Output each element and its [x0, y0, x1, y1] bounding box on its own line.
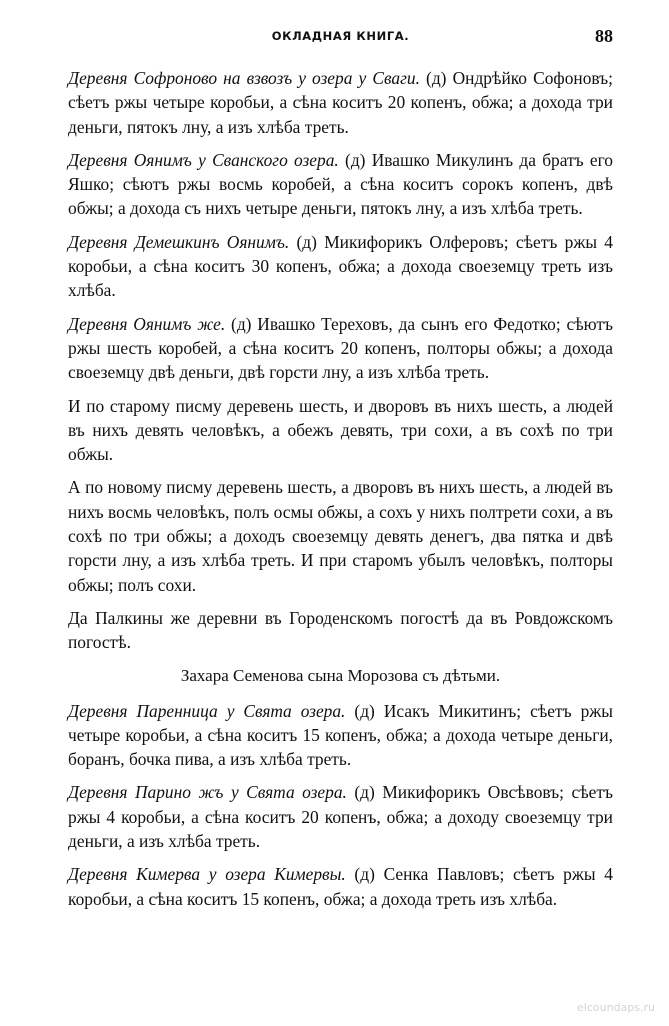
paragraph-text: Да Палкины же деревни въ Городенскомъ погостѣ да въ Ровдожскомъ погостѣ.: [68, 607, 613, 653]
village-name: Деревня Оянимъ у Сванского озера.: [68, 149, 339, 170]
paragraph-4: [68, 312, 613, 385]
paragraph-text: (д) Исакъ Микитинъ; сѣетъ ржы четыре коробьи, а сѣна коситъ 15 копенъ, обжа; а дохода четыре деньги, боранъ, бочка пива, а изъ хлѣба треть.: [68, 700, 613, 770]
page-header: [68, 26, 613, 49]
watermark: elcoundaps.ru: [577, 1001, 655, 1014]
paragraph-text: (д) Сенка Павловъ; сѣетъ ржы 4 коробьи, а сѣна коситъ 15 копенъ, обжа; а дохода треть изъ хлѣба.: [68, 864, 613, 909]
paragraph-1: [68, 66, 613, 139]
village-name: Деревня Демешкинъ Оянимъ.: [68, 231, 290, 252]
paragraph-7: [68, 606, 613, 655]
paragraph-text: (д) Ивашко Микулинъ да братъ его Яшко; сѣютъ ржы восмь коробей, а сѣна коситъ сорокъ копенъ, двѣ обжы; а дохода съ нихъ четыре деньги, пятокъ лну, а изъ хлѣба треть.: [68, 149, 613, 219]
page-number: 88: [595, 26, 613, 46]
paragraph-text: И по старому писму деревень шесть, и дворовъ въ нихъ шесть, а людей въ нихъ девять человѣкъ, а обежъ девять, три сохи, а въ сохѣ по три обжы.: [68, 395, 613, 465]
paragraph-6: [68, 475, 613, 596]
village-name: Деревня Оянимъ же.: [68, 313, 226, 334]
running-title: ОКЛАДНАЯ КНИГА.: [271, 29, 410, 43]
paragraph-5: [68, 394, 613, 467]
paragraph-8: [68, 699, 613, 772]
paragraph-text: (д) Ондрѣйко Софоновъ; сѣетъ ржы четыре коробьи, а сѣна коситъ 20 копенъ, обжа; а дохода три деньги, пятокъ лну, а изъ хлѣба треть.: [68, 68, 613, 137]
paragraph-text: (д) Ивашко Тереховъ, да сынъ его Федотко; сѣютъ ржы шесть коробей, а сѣна коситъ 20 копенъ, полторы обжы; а дохода своеземцу двѣ деньги, двѣ горсти лну, а изъ хлѣба треть.: [68, 313, 613, 383]
section-heading: Захара Семенова сына Морозова съ дѣтьми.: [180, 665, 501, 685]
village-name: Деревня Кимерва у озера Кимервы.: [68, 864, 346, 885]
paragraph-3: [68, 230, 613, 303]
paragraph-9: [68, 780, 613, 853]
village-name: Деревня Софроново на взвозъ у озера у Сваги.: [68, 68, 420, 88]
paragraph-text: А по новому писму деревень шесть, а дворовъ въ нихъ шесть, а людей въ нихъ восмь человѣкъ, полъ осмы обжы, а сохъ у нихъ полтрети сохи, а въ сохѣ по три обжы; а доходъ своеземцу девять денегъ, два пятка и двѣ горсти лну, а изъ хлѣба треть. И при старомъ убылъ человѣкъ, полторы обжы; полъ сохи.: [68, 477, 613, 595]
paragraph-10: [68, 862, 613, 911]
paragraph-text: (д) Микифорикъ Овсѣвовъ; сѣетъ ржы 4 коробьи, а сѣна коситъ 20 копенъ, обжа; а доходу своеземцу три деньги, а изъ хлѣба треть.: [68, 782, 613, 852]
book-page: [68, 0, 613, 1026]
paragraph-text: (д) Микифорикъ Олферовъ; сѣетъ ржы 4 коробьи, а сѣна коситъ 30 копенъ, обжа; а дохода своеземцу треть изъ хлѣба.: [68, 231, 613, 301]
village-name: Деревня Парино жъ у Свята озера.: [68, 782, 347, 803]
paragraph-2: [68, 148, 613, 221]
page-body: [68, 66, 613, 920]
village-name: Деревня Паренница у Святa озера.: [68, 700, 346, 721]
